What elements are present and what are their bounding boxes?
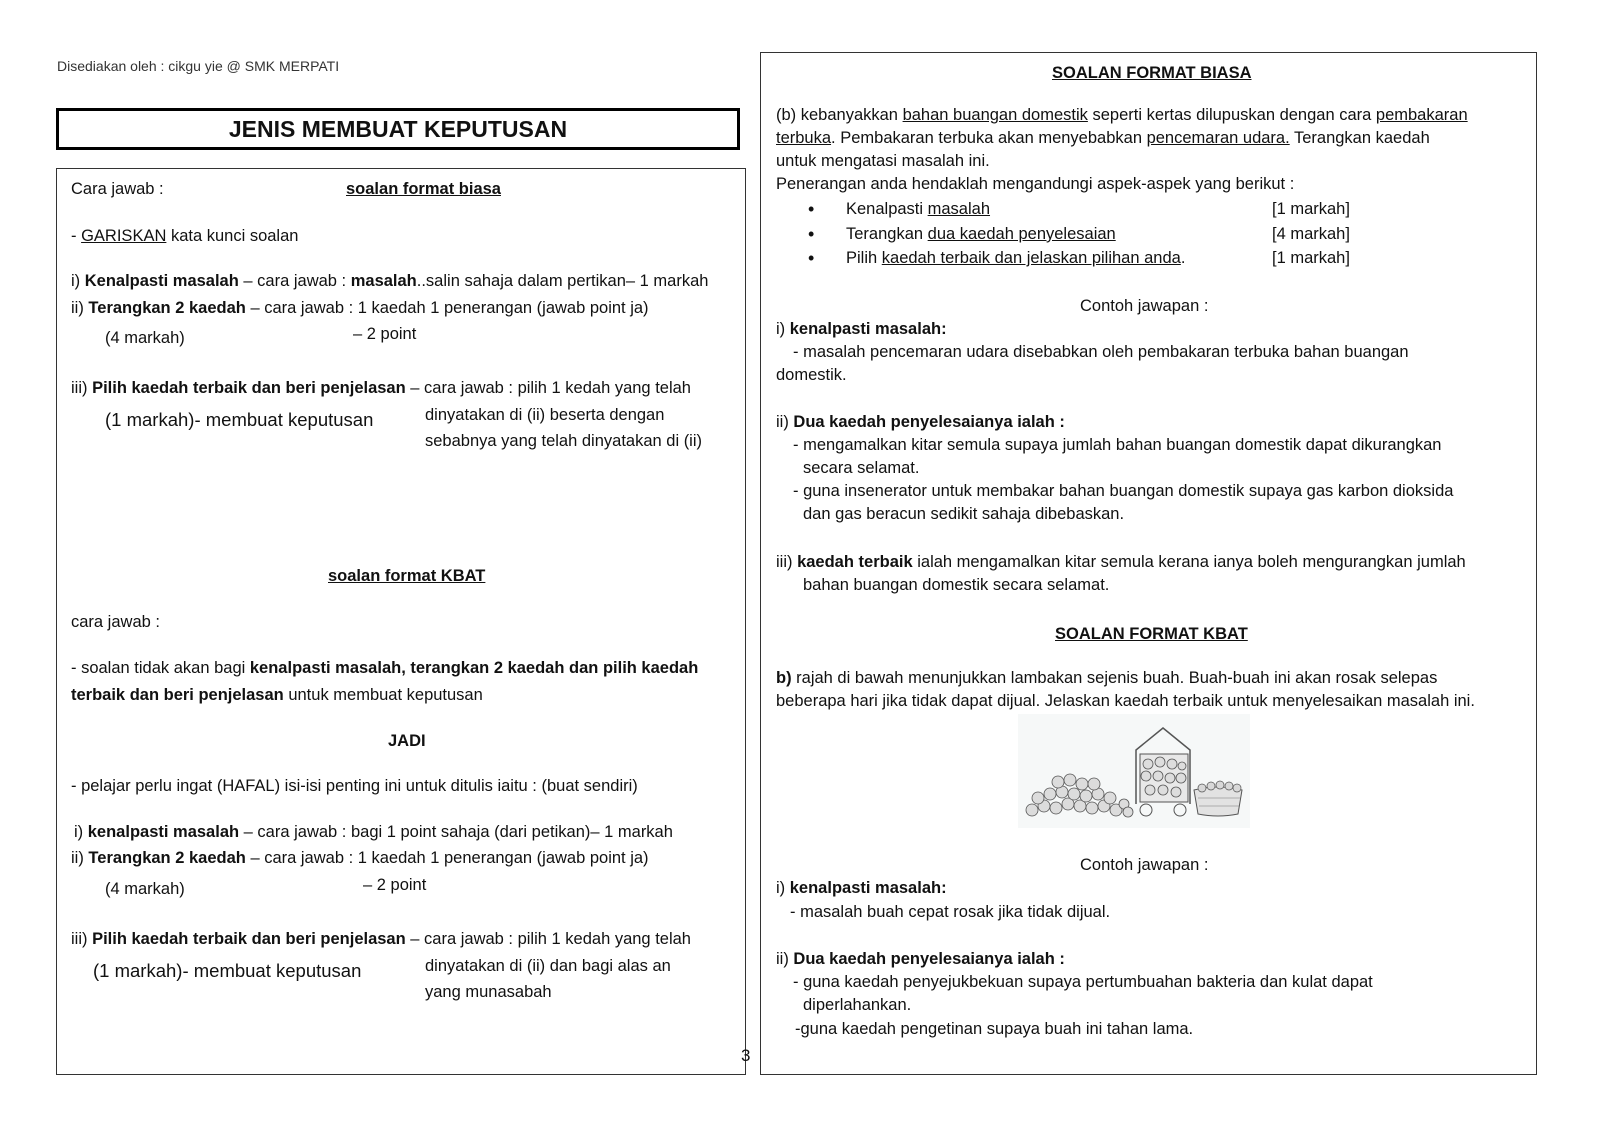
contoh-jawapan-2: Contoh jawapan : bbox=[1080, 856, 1209, 874]
answer-2-line2: secara selamat. bbox=[803, 459, 920, 477]
kbat-step-3-marks: (1 markah)- membuat keputusan bbox=[93, 960, 362, 981]
question-line1: (b) kebanyakkan bahan buangan domestik seperti kertas dilupuskan dengan cara pembakaran bbox=[776, 106, 1468, 124]
kbat-step-2-point: – 2 point bbox=[363, 876, 427, 894]
aspect-item: • Pilih kaedah terbaik dan jelaskan pilihan anda. bbox=[846, 248, 1185, 268]
step-3-line3: sebabnya yang telah dinyatakan di (ii) bbox=[425, 432, 703, 450]
question-line2: terbuka. Pembakaran terbuka akan menyebabkan pencemaran udara. Terangkan kaedah bbox=[776, 129, 1430, 147]
kbat-answer-1-heading: i) kenalpasti masalah: bbox=[776, 879, 947, 897]
step-3: iii) Pilih kaedah terbaik dan beri penjelasan – cara jawab : pilih 1 kedah yang telah bbox=[71, 379, 691, 397]
heading-soalan-format-biasa: SOALAN FORMAT BIASA bbox=[1052, 64, 1252, 82]
step-2-point: – 2 point bbox=[353, 325, 417, 343]
kbat-answer-1-line1: - masalah buah cepat rosak jika tidak dijual. bbox=[790, 903, 1111, 921]
cara-jawab-label-2: cara jawab : bbox=[71, 613, 160, 631]
kbat-question-line1: b) rajah di bawah menunjukkan lambakan sejenis buah. Buah-buah ini akan rosak selepas bbox=[776, 669, 1438, 687]
answer-1-line2: domestik. bbox=[776, 366, 847, 384]
aspect-marks: [1 markah] bbox=[1272, 200, 1350, 218]
page-number: 3 bbox=[741, 1046, 751, 1065]
heading-soalan-format-kbat: SOALAN FORMAT KBAT bbox=[1055, 625, 1248, 643]
hafal-note: - pelajar perlu ingat (HAFAL) isi-isi penting ini untuk ditulis iaitu : (buat sendiri) bbox=[71, 777, 638, 795]
answer-3-line2: bahan buangan domestik secara selamat. bbox=[803, 576, 1110, 594]
aspect-item: • Kenalpasti masalah bbox=[846, 199, 990, 219]
kbat-question-line2: beberapa hari jika tidak dapat dijual. Jelaskan kaedah terbaik untuk menyelesaikan masalah ini. bbox=[776, 692, 1475, 710]
step-1: i) Kenalpasti masalah – cara jawab : masalah..salin sahaja dalam pertikan– 1 markah bbox=[71, 272, 709, 290]
step-3-marks: (1 markah)- membuat keputusan bbox=[105, 409, 374, 430]
step-2: ii) Terangkan 2 kaedah – cara jawab : 1 kaedah 1 penerangan (jawab point ja) bbox=[71, 299, 649, 317]
aspect-item: • Terangkan dua kaedah penyelesaian bbox=[846, 224, 1116, 244]
credit-line: Disediakan oleh : cikgu yie @ SMK MERPATI bbox=[57, 58, 340, 74]
question-line4: Penerangan anda hendaklah mengandungi aspek-aspek yang berikut : bbox=[776, 175, 1295, 193]
answer-3-line1: iii) kaedah terbaik ialah mengamalkan kitar semula kerana ianya boleh mengurangkan jumlah bbox=[776, 553, 1466, 571]
kbat-step-3-line3: yang munasabah bbox=[425, 983, 552, 1001]
gariskan-line: - GARISKAN kata kunci soalan bbox=[71, 227, 299, 245]
page-title: JENIS MEMBUAT KEPUTUSAN bbox=[56, 108, 740, 150]
answer-2-heading: ii) Dua kaedah penyelesaianya ialah : bbox=[776, 413, 1065, 431]
aspect-marks: [1 markah] bbox=[1272, 249, 1350, 267]
answer-2-line3: - guna insenerator untuk membakar bahan buangan domestik supaya gas karbon dioksida bbox=[793, 482, 1454, 500]
kbat-step-3: iii) Pilih kaedah terbaik dan beri penjelasan – cara jawab : pilih 1 kedah yang telah bbox=[71, 930, 691, 948]
question-line3: untuk mengatasi masalah ini. bbox=[776, 152, 990, 170]
kbat-note-line1: - soalan tidak akan bagi kenalpasti masalah, terangkan 2 kaedah dan pilih kaedah bbox=[71, 659, 699, 677]
kbat-answer-2-line2: diperlahankan. bbox=[803, 996, 912, 1014]
kbat-answer-2-line1: - guna kaedah penyejukbekuan supaya pertumbuahan bakteria dan kulat dapat bbox=[793, 973, 1373, 991]
answer-1-line1: - masalah pencemaran udara disebabkan oleh pembakaran terbuka bahan buangan bbox=[793, 343, 1409, 361]
kbat-step-3-line2: dinyatakan di (ii) dan bagi alas an bbox=[425, 957, 671, 975]
heading-format-biasa: soalan format biasa bbox=[346, 180, 501, 198]
kbat-step-1: i) kenalpasti masalah – cara jawab : bagi 1 point sahaja (dari petikan)– 1 markah bbox=[74, 823, 673, 841]
heading-format-kbat: soalan format KBAT bbox=[328, 567, 486, 585]
kbat-note-line2: terbaik dan beri penjelasan untuk membuat keputusan bbox=[71, 686, 483, 704]
kbat-step-2: ii) Terangkan 2 kaedah – cara jawab : 1 kaedah 1 penerangan (jawab point ja) bbox=[71, 849, 649, 867]
kbat-answer-2-heading: ii) Dua kaedah penyelesaianya ialah : bbox=[776, 950, 1065, 968]
cara-jawab-label: Cara jawab : bbox=[71, 180, 164, 198]
answer-2-line4: dan gas beracun sedikit sahaja dibebaskan. bbox=[803, 505, 1125, 523]
fruit-pile-illustration bbox=[1018, 714, 1250, 828]
jadi-label: JADI bbox=[388, 732, 426, 750]
step-3-line2: dinyatakan di (ii) beserta dengan bbox=[425, 406, 665, 424]
contoh-jawapan-1: Contoh jawapan : bbox=[1080, 297, 1209, 315]
kbat-answer-2-line3: -guna kaedah pengetinan supaya buah ini tahan lama. bbox=[795, 1020, 1194, 1038]
kbat-step-2-marks: (4 markah) bbox=[105, 880, 185, 898]
aspect-marks: [4 markah] bbox=[1272, 225, 1350, 243]
step-2-marks: (4 markah) bbox=[105, 329, 185, 347]
answer-2-line1: - mengamalkan kitar semula supaya jumlah bahan buangan domestik dapat dikurangkan bbox=[793, 436, 1442, 454]
answer-1-heading: i) kenalpasti masalah: bbox=[776, 320, 947, 338]
